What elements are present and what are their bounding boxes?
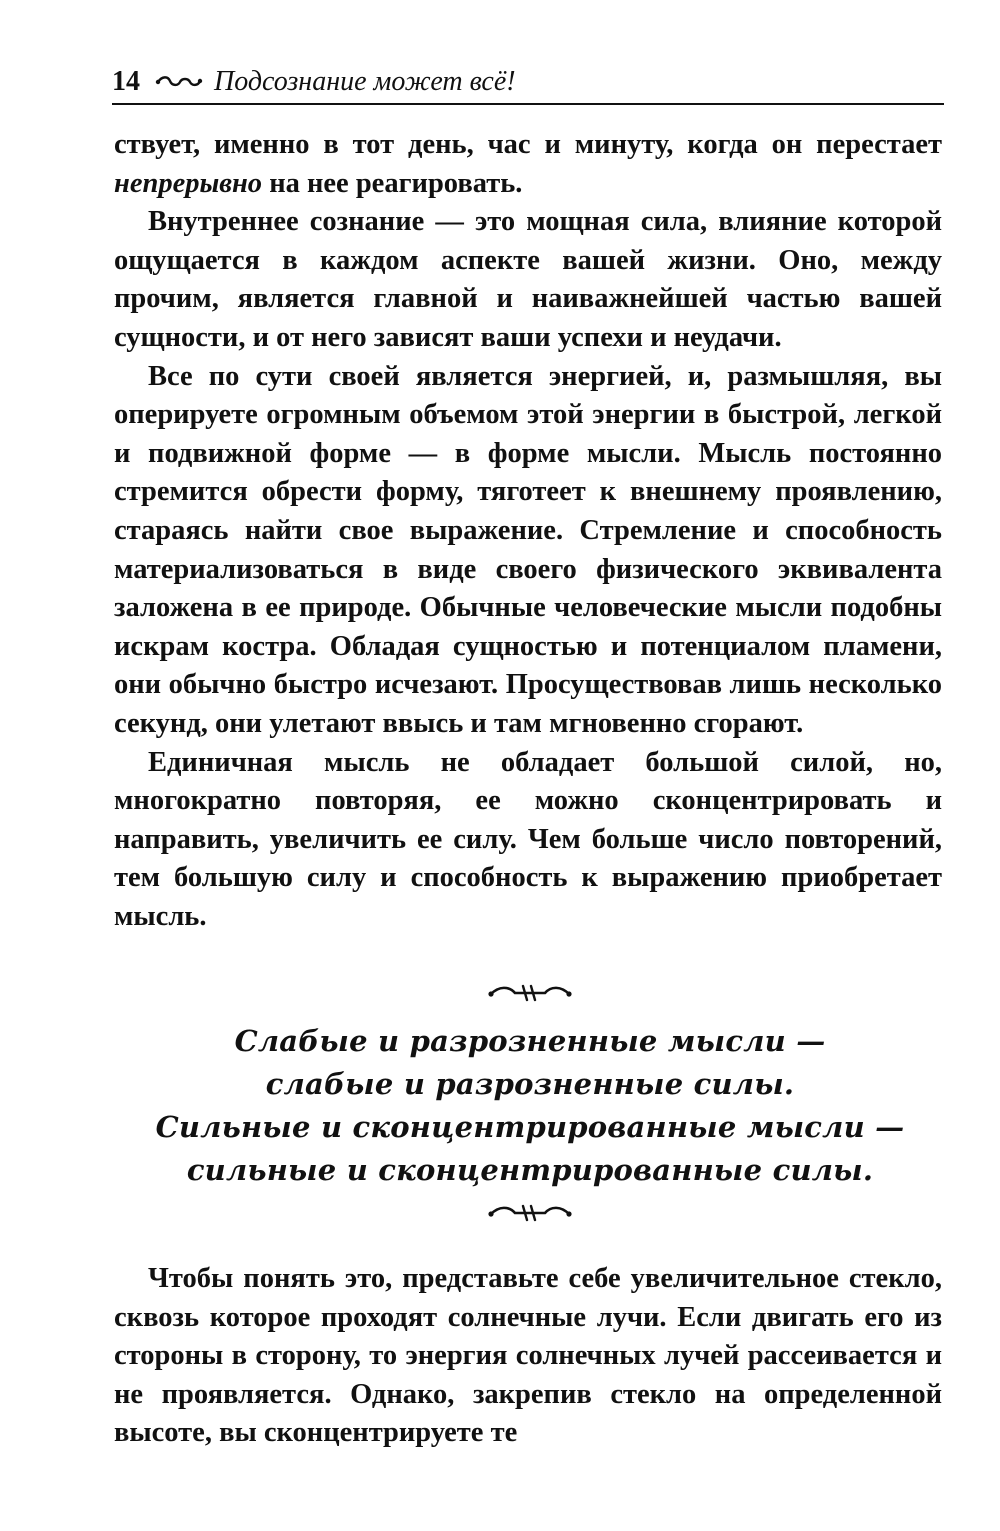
- quote-text: [150, 1020, 910, 1192]
- page-number: 14: [112, 66, 140, 97]
- header-rule: [112, 103, 944, 105]
- page-header: [112, 62, 944, 102]
- quote-line: Сильные и сконцентрированные мысли —: [155, 1110, 905, 1144]
- quote-line: сильные и сконцентрированные силы.: [186, 1153, 874, 1187]
- pull-quote: [150, 982, 910, 1224]
- quote-line: слабые и разрозненные силы.: [265, 1067, 795, 1101]
- paragraph-text: на нее реагировать.: [262, 167, 523, 199]
- flourish-icon: [154, 73, 204, 91]
- paragraph-continued: [114, 126, 942, 203]
- paragraph-inner-consciousness: Внутреннее сознание — это мощная сила, влияние которой ощущается в каждом аспекте вашей жизни. Оно, между прочим, является главной и наиважнейшей частью вашей сущности, и от него зависят ваши успехи и неудачи.: [114, 206, 942, 353]
- paragraph-magnifier: Чтобы понять это, представьте себе увеличительное стекло, сквозь которое проходят солнечные лучи. Если двигать его из стороны в сторону, то энергия солнечных лучей рассеивается и не проявляется. Однако, закрепив стекло на определенной высоте, вы сконцентрируете те: [114, 1263, 942, 1449]
- running-title: Подсознание может всё!: [214, 66, 516, 97]
- paragraph-energy: Все по сути своей является энергией, и, размышляя, вы оперируете огромным объемом этой энергии в быстрой, легкой и подвижной форме — в форме мысли. Мысль постоянно стремится обрести форму, тяготеет к внешнему проявлению, стараясь найти свое выражение. Стремление и способность материализоваться в виде своего физического эквивалента заложена в ее природе. Обычные человеческие мысли подобны искрам костра. Обладая сущностью и потенциалом пламени, они обычно быстро исчезают. Просуществовав лишь несколько секунд, они улетают ввысь и там мгновенно сгорают.: [114, 360, 942, 739]
- text-block-top: [114, 126, 942, 936]
- text-block-bottom: [114, 1260, 942, 1453]
- paragraph-single-thought: Единичная мысль не обладает большой силой, но, многократно повторяя, ее можно сконцентрировать и направить, увеличить ее силу. Чем больше число повторений, тем большую силу и способность к выражению приобретает мысль.: [114, 746, 942, 932]
- flourish-divider-icon: [485, 1202, 575, 1224]
- flourish-divider-icon: [485, 982, 575, 1004]
- paragraph-text: ствует, именно в тот день, час и минуту, когда он перестает: [114, 129, 942, 160]
- emphasis-word: непрерывно: [114, 167, 263, 199]
- quote-line: Слабые и разрозненные мысли —: [234, 1024, 826, 1058]
